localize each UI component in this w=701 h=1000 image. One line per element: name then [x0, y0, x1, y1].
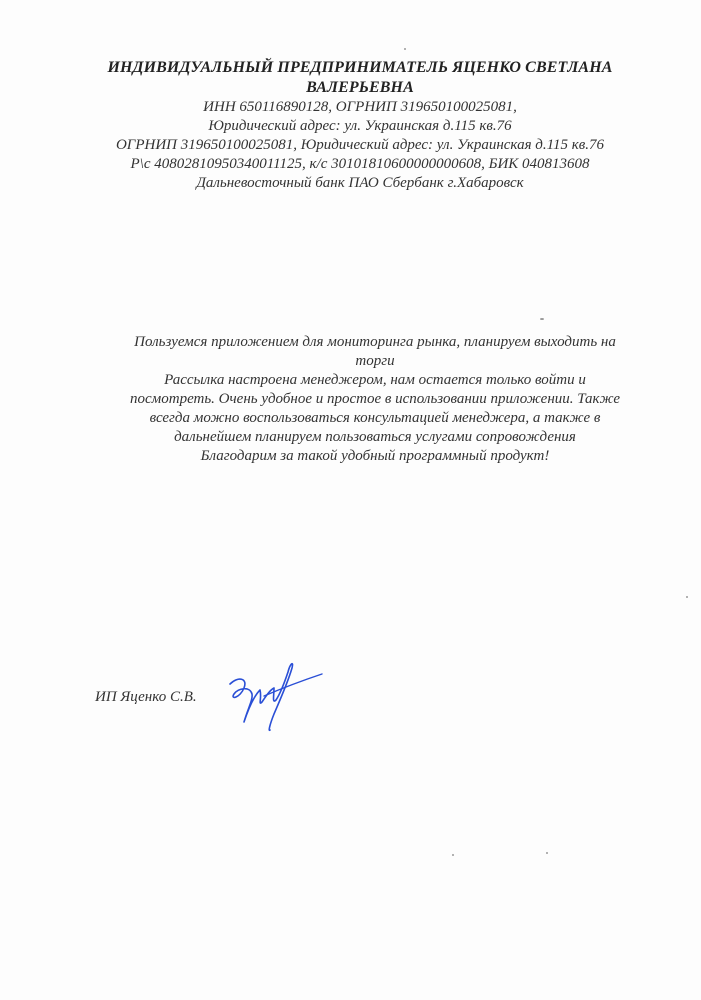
paper-speck [546, 852, 548, 854]
paper-speck [404, 48, 406, 50]
testimonial-line: Благодарим за такой удобный программный продукт! [200, 448, 550, 464]
requisite-inn: ИНН 650116890128, ОГРНИП 319650100025081, [203, 99, 517, 115]
testimonial-line: Рассылка настроена менеджером, нам остается только войти и [164, 372, 586, 388]
testimonial-line: Пользуемся приложением для мониторинга рынка, планируем выходить на [134, 334, 616, 350]
testimonial-text [95, 333, 655, 466]
paper-speck [452, 854, 454, 856]
requisite-bank-account: Р\с 40802810950340011125, к/с 30101810600000000608, БИК 040813608 [130, 156, 590, 172]
testimonial-line: дальнейшем планируем пользоваться услугами сопровождения [174, 429, 576, 445]
testimonial-line: посмотреть. Очень удобное и простое в использовании приложении. Также [130, 391, 620, 407]
paper-speck [540, 318, 544, 320]
company-name-line-1: ИНДИВИДУАЛЬНЫЙ ПРЕДПРИНИМАТЕЛЬ ЯЦЕНКО СВЕТЛАНА [107, 59, 613, 76]
letterhead [60, 58, 660, 193]
paper-speck [686, 596, 688, 598]
testimonial-line: торги [355, 353, 395, 369]
testimonial-line: всегда можно воспользоваться консультацией менеджера, а также в [149, 410, 601, 426]
signature-stroke [230, 664, 293, 731]
requisite-ogrnip-address: ОГРНИП 319650100025081, Юридический адрес: ул. Украинская д.115 кв.76 [115, 137, 605, 153]
signature-label: ИП Яценко С.В. [95, 689, 197, 705]
signature-stroke [264, 674, 322, 696]
company-name-line-2: ВАЛЕРЬЕВНА [306, 79, 414, 96]
requisite-bank-name: Дальневосточный банк ПАО Сбербанк г.Хабаровск [196, 175, 524, 191]
requisite-legal-address: Юридический адрес: ул. Украинская д.115 кв.76 [208, 118, 512, 134]
handwritten-signature [218, 650, 328, 740]
